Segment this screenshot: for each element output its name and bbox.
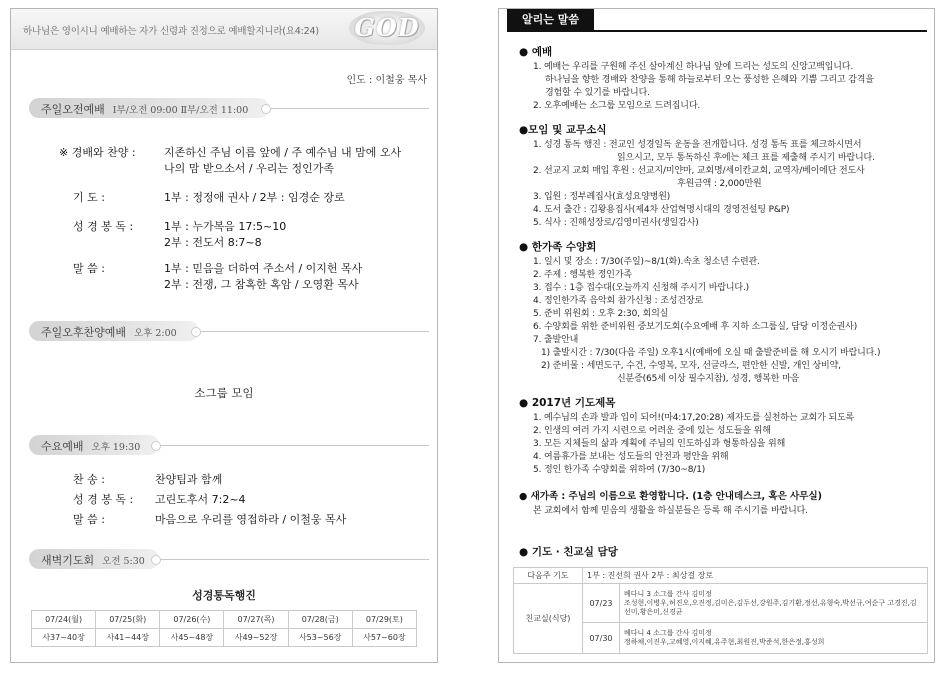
- prayer-topic-line: 5. 정인 한가족 수양회를 위하여 (7/30~8/1): [533, 465, 706, 475]
- fellowship-team: [620, 584, 928, 623]
- meetings-line: 2. 선교지 교회 매입 후원 : 선교지/미얀마, 교회명/세이칸교회, 교역자/베이에단 전도사: [533, 166, 865, 176]
- retreat-line: 3. 접수 : 1층 접수대(오늘까지 신청해 주시기 바랍니다.): [533, 283, 750, 293]
- reading-schedule-title: 성경통독행진: [192, 589, 256, 602]
- meetings-line: 5. 식사 : 진해성장로/김영미권사(생일감사): [533, 218, 699, 228]
- worship-line: 2. 오후예배는 소그룹 모임으로 드려집니다.: [533, 101, 701, 111]
- newcomer-line: 본 교회에서 함께 믿음의 생활을 하실분들은 등록 해 주시기를 바랍니다.: [533, 506, 808, 516]
- fellowship-names: 정하체,이진우,고혜영,이지혜,유주현,최원진,박준석,한은정,홍성희: [624, 638, 825, 646]
- bar-dot: [151, 555, 161, 565]
- value-wed-sermon: 마음으로 우리를 영접하라 / 이철웅 목사: [155, 513, 347, 526]
- schedule-reading: 사41~44장: [96, 629, 160, 647]
- schedule-day: 07/28(금): [288, 611, 352, 629]
- label-hymn: 찬 송 :: [73, 473, 105, 486]
- label-wed-scripture: 성 경 봉 독 :: [73, 493, 134, 506]
- worship-line: 1. 예배는 우리를 구원해 주신 살아계신 하나님 앞에 드리는 성도의 신앙고백입니다.: [533, 62, 854, 72]
- next-week-value: 1부 : 진선희 권사 2부 : 최상걸 장로: [583, 568, 928, 584]
- fellowship-date: 07/23: [583, 584, 620, 623]
- retreat-line: 1) 출발시간 : 7/30(다음 주일) 오후1시(예배에 오실 때 출발준비를 해 오시기 바랍니다.): [541, 348, 881, 358]
- section-title-dawn: 새벽기도회 오전 5:30: [41, 554, 145, 567]
- retreat-line: 신분증(65세 이상 필수지참), 성경, 행복한 마음: [617, 374, 800, 384]
- prayer-room-table: [513, 567, 928, 654]
- meetings-line: 읽으시고, 모두 통독하신 후에는 체크 표를 제출해 주시기 바랍니다.: [617, 153, 875, 163]
- section-bar-afternoon: [29, 321, 199, 341]
- fellowship-leader: 베다니 4 소그룹 간사 김미정: [624, 629, 712, 637]
- retreat-line: 7. 출발안내: [533, 335, 579, 345]
- retreat-line: 6. 수양회를 위한 준비위원 중보기도회(수요예배 후 지하 소그룹실, 담당 이정순권사): [533, 322, 858, 332]
- schedule-reading: 사49~52장: [224, 629, 288, 647]
- section-time-dawn: 오전 5:30: [102, 556, 145, 567]
- fellowship-team: [620, 623, 928, 654]
- prayer-topic-line: 3. 모든 지체들의 삶과 계획에 주님의 인도하심과 형통하심을 위해: [533, 439, 786, 449]
- label-worship-praise: ※ 경배와 찬양 :: [59, 146, 136, 159]
- fellowship-row: [514, 584, 928, 623]
- afternoon-content: 소그룹 모임: [194, 386, 254, 400]
- section-title-wednesday: 수요예배 오후 19:30: [41, 440, 141, 453]
- reading-schedule-table: [31, 610, 417, 647]
- value-worship-line2: 나의 맘 받으소서 / 우리는 정인가족: [164, 162, 334, 175]
- heading-worship: ● 예배: [519, 46, 553, 58]
- heading-retreat: ● 한가족 수양회: [519, 241, 597, 253]
- section-bar-morning: [29, 98, 269, 118]
- next-week-row: [514, 568, 928, 584]
- bar-dot: [261, 104, 271, 114]
- heading-newcomer: ● 새가족 : 주님의 이름으로 환영합니다. (1층 안내데스크, 혹은 사무실): [519, 491, 822, 502]
- meetings-line: 3. 입원 : 정부례집사(효성요양병원): [533, 192, 671, 202]
- retreat-line: 1. 일시 및 장소 : 7/30(주일)~8/1(화).속초 청소년 수련관.: [533, 257, 760, 267]
- left-bulletin-page: [10, 8, 438, 663]
- schedule-day: 07/27(목): [224, 611, 288, 629]
- value-scripture-line1: 1부 : 누가복음 17:5~10: [164, 220, 287, 233]
- worship-line: 경험할 수 있기를 바랍니다.: [545, 88, 650, 98]
- fellowship-names: 조성현,이병우,허진오,오진정,김미은,김두선,강원주,김기환,정선,유형숙,박선규,여순구 고경진,김선미,황은미,신경균: [624, 598, 917, 616]
- fellowship-leader: 베다니 3 소그룹 간사 김미정: [624, 589, 712, 598]
- schedule-days-row: [32, 611, 417, 629]
- section-time-wednesday: 오후 19:30: [91, 442, 141, 453]
- notice-title: 알리는 말씀: [507, 9, 594, 30]
- fellowship-label: 친교실(식당): [514, 584, 583, 654]
- god-logo: [349, 11, 425, 45]
- prayer-topic-line: 2. 인생의 여러 가지 시련으로 어려운 중에 있는 성도들을 위해: [533, 426, 771, 436]
- bar-dot: [151, 441, 161, 451]
- section-time-afternoon: 오후 2:00: [134, 328, 177, 339]
- section-title-afternoon: 주일오후찬양예배 오후 2:00: [41, 326, 177, 339]
- meetings-line: 4. 도서 출간 : 김왕용집사(제4차 산업혁명시대의 경영전설팅 P&P): [533, 205, 790, 215]
- value-prayer: 1부 : 정정애 권사 / 2부 : 임경순 장로: [164, 191, 345, 204]
- retreat-line: 2. 주제 : 행복한 정인가족: [533, 270, 632, 280]
- prayer-topic-line: 1. 예수님의 손과 발과 입이 되어!(마4:17,20:28) 제자도를 실천하는 교회가 되도록: [533, 413, 855, 423]
- worship-line: 하나님을 향한 경배와 찬양을 통해 하늘로부터 오는 풍성한 은혜와 기쁨 그리고 감격을: [545, 75, 874, 85]
- value-worship-line1: 지존하신 주님 이름 앞에 / 주 예수님 내 맘에 오사: [164, 146, 402, 159]
- heading-meetings: ●모임 및 교무소식: [519, 124, 607, 136]
- label-prayer: 기 도 :: [73, 191, 105, 204]
- top-banner: [11, 9, 437, 50]
- banner-verse: 하나님은 영이시니 예배하는 자가 신령과 진정으로 예배할지니라(요4:24): [23, 26, 319, 37]
- schedule-reading: 사57~60장: [352, 629, 416, 647]
- notice-underline: [507, 30, 927, 32]
- section-time-morning: Ⅰ부/오전 09:00 Ⅱ부/오전 11:00: [112, 105, 249, 116]
- heading-prayer-room: ● 기도 · 친교실 담당: [519, 546, 618, 558]
- meetings-line: 후원금액 : 2,000만원: [677, 179, 762, 189]
- schedule-day: 07/26(수): [160, 611, 224, 629]
- heading-prayer-topics: ● 2017년 기도제목: [519, 397, 616, 409]
- bar-dot: [191, 327, 201, 337]
- prayer-topic-line: 4. 여름휴가를 보내는 성도들의 안전과 평안을 위해: [533, 452, 729, 462]
- schedule-reading: 사37~40장: [32, 629, 96, 647]
- fellowship-date: 07/30: [583, 623, 620, 654]
- preacher-credit: 인도 : 이철웅 목사: [346, 75, 427, 86]
- value-wed-scripture: 고린도후서 7:2~4: [155, 493, 246, 506]
- schedule-day: 07/29(토): [352, 611, 416, 629]
- label-scripture: 성 경 봉 독 :: [73, 220, 134, 233]
- schedule-day: 07/25(화): [96, 611, 160, 629]
- section-bar-dawn: [29, 549, 159, 569]
- retreat-line: 4. 정인한가족 음악회 참가신청 : 조성건장로: [533, 296, 703, 306]
- schedule-reading: 사45~48장: [160, 629, 224, 647]
- meetings-line: 1. 성경 통독 행진 : 전교인 성경일독 운동을 전개합니다. 성경 통독 표를 체크하시면서: [533, 140, 862, 150]
- label-sermon: 말 씀 :: [73, 262, 105, 275]
- right-notice-page: [498, 8, 935, 663]
- retreat-line: 5. 준비 위원회 : 오후 2:30, 회의실: [533, 309, 669, 319]
- section-bar-wednesday: [29, 435, 159, 455]
- label-wed-sermon: 말 씀 :: [73, 513, 105, 526]
- schedule-reading: 사53~56장: [288, 629, 352, 647]
- value-sermon-line1: 1부 : 믿음을 더하여 주소서 / 이지헌 목사: [164, 262, 363, 275]
- next-week-label: 다음주 기도: [514, 568, 583, 584]
- section-title-morning: 주일오전예배 Ⅰ부/오전 09:00 Ⅱ부/오전 11:00: [41, 103, 249, 116]
- value-sermon-line2: 2부 : 전쟁, 그 참혹한 혹암 / 오영환 목사: [164, 278, 359, 291]
- retreat-line: 2) 준비물 : 세면도구, 수건, 수영복, 모자, 선글라스, 편안한 신발, 개인 상비약,: [541, 361, 841, 371]
- value-scripture-line2: 2부 : 전도서 8:7~8: [164, 236, 262, 249]
- value-hymn: 찬양팀과 함께: [155, 473, 223, 486]
- god-logo-text: GOD: [354, 13, 420, 42]
- schedule-day: 07/24(월): [32, 611, 96, 629]
- schedule-readings-row: [32, 629, 417, 647]
